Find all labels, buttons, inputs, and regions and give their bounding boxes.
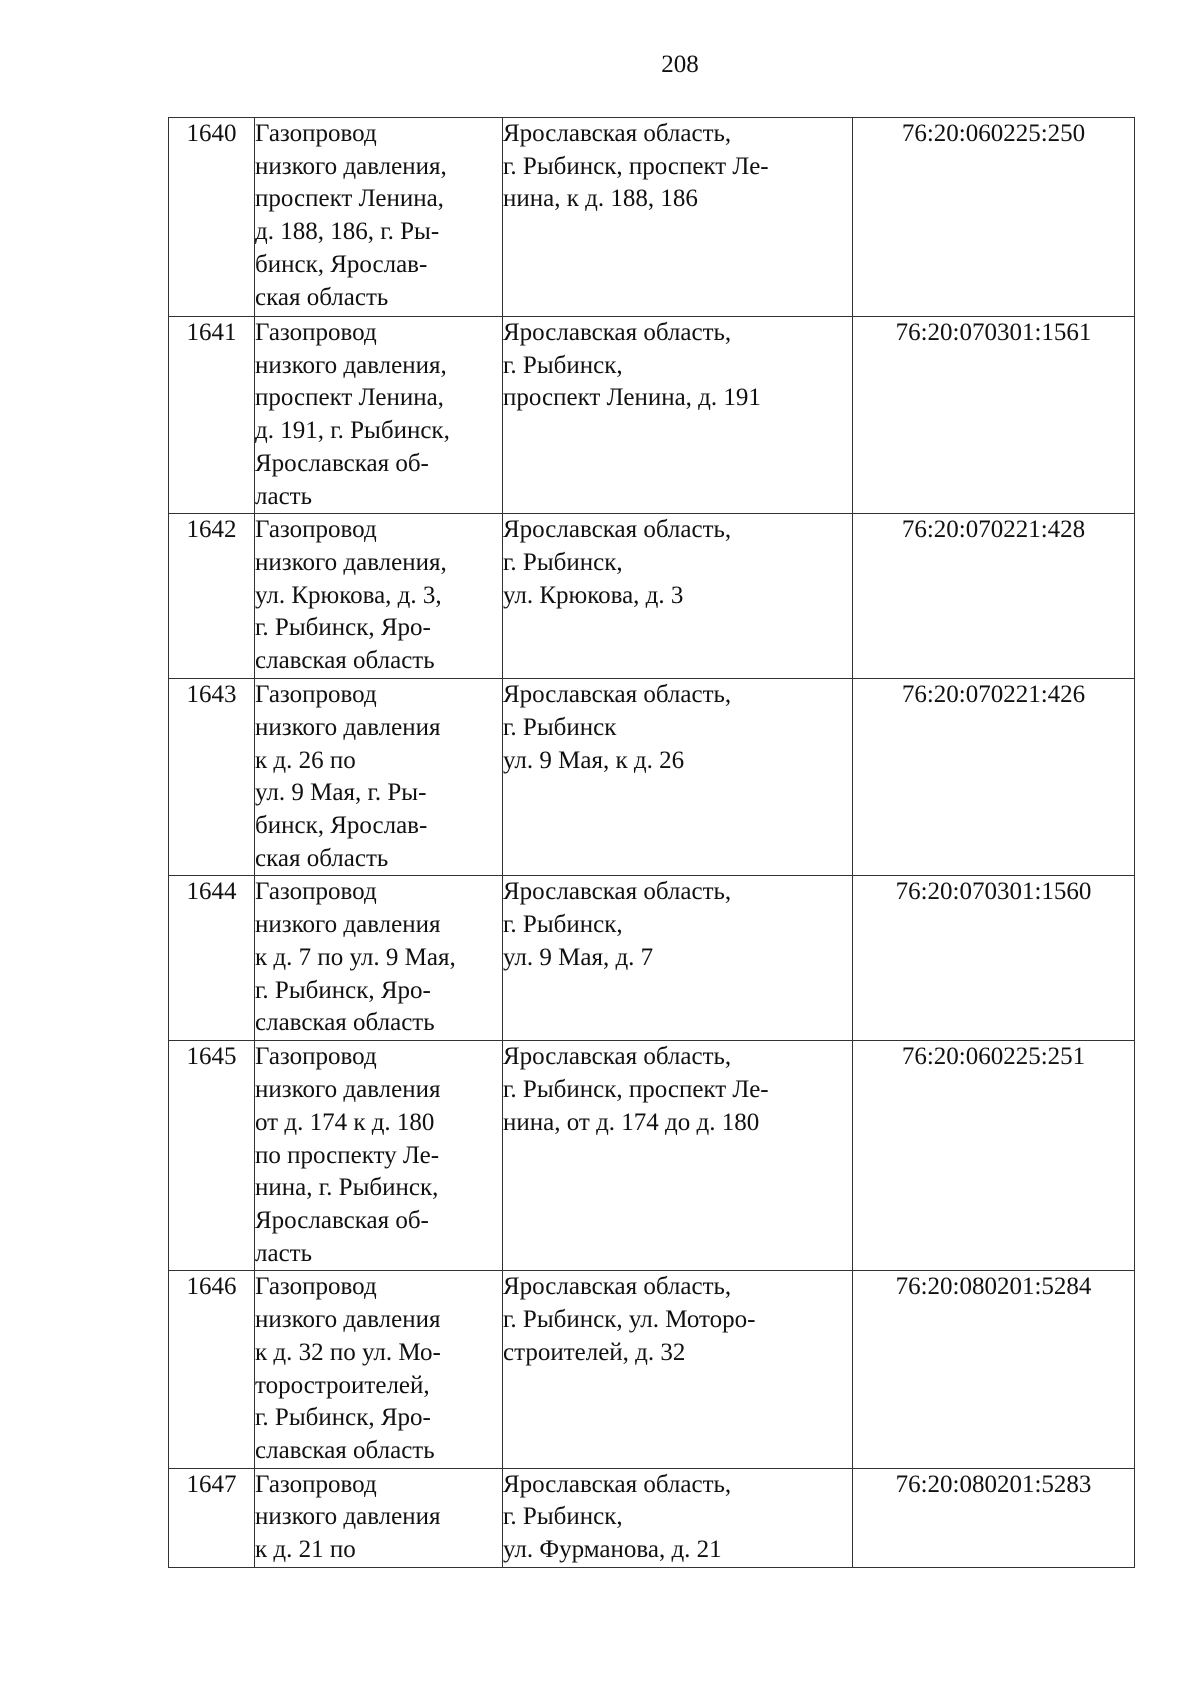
cadastral-number: 76:20:070301:1560 [853,876,1135,1041]
cadastral-number: 76:20:060225:251 [853,1041,1135,1271]
cadastral-number: 76:20:060225:250 [853,118,1135,317]
object-address: Ярославская область, г. Рыбинск, ул. Крюкова, д. 3 [503,514,853,679]
row-number: 1646 [169,1271,255,1468]
table-row [169,1041,1135,1271]
object-name: Газопровод низкого давления от д. 174 к д. 180 по проспекту Ле- нина, г. Рыбинск, Ярославская об- ласть [255,1041,503,1271]
page-number: 208 [661,51,699,78]
row-number: 1644 [169,876,255,1041]
table-row [169,317,1135,514]
object-address: Ярославская область, г. Рыбинск, ул. Моторо- строителей, д. 32 [503,1271,853,1468]
object-name: Газопровод низкого давления, ул. Крюкова, д. 3, г. Рыбинск, Яро- славская область [255,514,503,679]
object-name: Газопровод низкого давления к д. 32 по ул. Мо- торостроителей, г. Рыбинск, Яро- славская область [255,1271,503,1468]
object-address: Ярославская область, г. Рыбинск, проспект Ле- нина, к д. 188, 186 [503,118,853,317]
page-number-wrapper [0,50,1200,80]
object-name: Газопровод низкого давления к д. 26 по ул. 9 Мая, г. Ры- бинск, Ярослав- ская область [255,679,503,876]
cadastral-number: 76:20:080201:5284 [853,1271,1135,1468]
row-number: 1643 [169,679,255,876]
row-number: 1647 [169,1468,255,1567]
table-row [169,118,1135,317]
row-number: 1640 [169,118,255,317]
row-number: 1645 [169,1041,255,1271]
object-address: Ярославская область, г. Рыбинск, ул. Фурманова, д. 21 [503,1468,853,1567]
cadastral-number: 76:20:080201:5283 [853,1468,1135,1567]
table-row [169,1271,1135,1468]
object-address: Ярославская область, г. Рыбинск ул. 9 Мая, к д. 26 [503,679,853,876]
object-address: Ярославская область, г. Рыбинск, ул. 9 Мая, д. 7 [503,876,853,1041]
table-row [169,679,1135,876]
object-name: Газопровод низкого давления к д. 7 по ул. 9 Мая, г. Рыбинск, Яро- славская область [255,876,503,1041]
object-name: Газопровод низкого давления к д. 21 по [255,1468,503,1567]
row-number: 1641 [169,317,255,514]
table-row [169,876,1135,1041]
object-name: Газопровод низкого давления, проспект Ленина, д. 191, г. Рыбинск, Ярославская об- ласть [255,317,503,514]
row-number: 1642 [169,514,255,679]
cadastral-number: 76:20:070301:1561 [853,317,1135,514]
table-row [169,1468,1135,1567]
cadastral-number: 76:20:070221:428 [853,514,1135,679]
object-address: Ярославская область, г. Рыбинск, проспект Ленина, д. 191 [503,317,853,514]
object-address: Ярославская область, г. Рыбинск, проспект Ле- нина, от д. 174 до д. 180 [503,1041,853,1271]
table-row [169,514,1135,679]
cadastral-number: 76:20:070221:426 [853,679,1135,876]
registry-table [168,117,1135,1568]
object-name: Газопровод низкого давления, проспект Ленина, д. 188, 186, г. Ры- бинск, Ярослав- ская область [255,118,503,317]
